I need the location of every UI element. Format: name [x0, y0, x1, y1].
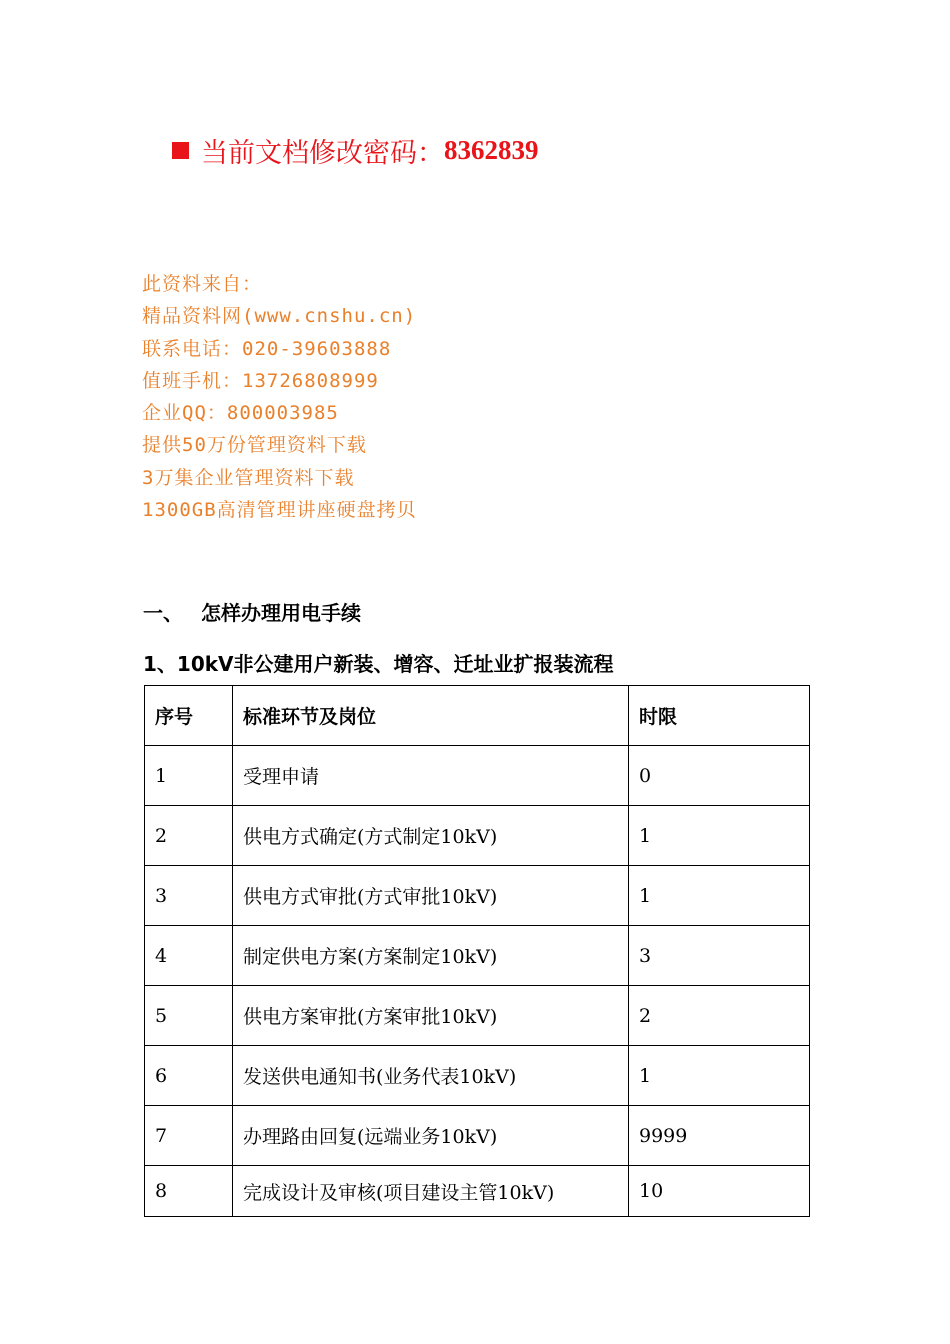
cell-time-limit: 0	[629, 746, 810, 806]
cell-seq: 6	[145, 1046, 233, 1106]
source-line: 1300GB高清管理讲座硬盘拷贝	[142, 499, 417, 522]
process-table	[144, 685, 810, 1217]
table-row	[145, 1046, 810, 1106]
section-number: 一、	[143, 601, 183, 625]
source-line: 此资料来自：	[142, 273, 263, 295]
cell-seq: 8	[145, 1166, 233, 1217]
password-label: 当前文档修改密码：	[201, 137, 444, 169]
cell-seq: 3	[145, 866, 233, 926]
cell-time-limit: 3	[629, 926, 810, 986]
cell-time-limit: 1	[629, 866, 810, 926]
header-time-limit: 时限	[629, 686, 810, 746]
source-info-block	[142, 268, 417, 526]
password-value: 8362839	[444, 134, 539, 165]
section-title: 怎样办理用电手续	[201, 601, 361, 625]
cell-step: 供电方式审批(方式审批10kV)	[233, 866, 629, 926]
section-heading	[143, 597, 361, 626]
subsection-heading: 1、10kV非公建用户新装、增容、迁址业扩报装流程	[143, 652, 614, 676]
table-row	[145, 926, 810, 986]
cell-time-limit: 1	[629, 1046, 810, 1106]
source-line: 精品资料网(www.cnshu.cn)	[142, 305, 417, 328]
cell-step: 供电方式确定(方式制定10kV)	[233, 806, 629, 866]
cell-step: 供电方案审批(方案审批10kV)	[233, 986, 629, 1046]
cell-seq: 5	[145, 986, 233, 1046]
source-line: 值班手机：13726808999	[142, 369, 379, 392]
table-header-row	[145, 686, 810, 746]
source-line: 联系电话：020-39603888	[142, 337, 392, 360]
source-line: 3万集企业管理资料下载	[142, 466, 355, 489]
source-line: 企业QQ：800003985	[142, 402, 339, 425]
cell-step: 发送供电通知书(业务代表10kV)	[233, 1046, 629, 1106]
header-seq: 序号	[145, 686, 233, 746]
password-notice	[172, 130, 539, 170]
red-square-icon	[172, 142, 189, 159]
table-row	[145, 806, 810, 866]
table-row	[145, 986, 810, 1046]
table-row	[145, 866, 810, 926]
cell-time-limit: 1	[629, 806, 810, 866]
cell-step: 制定供电方案(方案制定10kV)	[233, 926, 629, 986]
cell-seq: 2	[145, 806, 233, 866]
cell-time-limit: 2	[629, 986, 810, 1046]
cell-time-limit: 10	[629, 1166, 810, 1217]
cell-step: 办理路由回复(远端业务10kV)	[233, 1106, 629, 1166]
cell-step: 完成设计及审核(项目建设主管10kV)	[233, 1166, 629, 1217]
cell-seq: 7	[145, 1106, 233, 1166]
cell-step: 受理申请	[233, 746, 629, 806]
header-step: 标准环节及岗位	[233, 686, 629, 746]
source-line: 提供50万份管理资料下载	[142, 434, 367, 457]
cell-time-limit: 9999	[629, 1106, 810, 1166]
cell-seq: 1	[145, 746, 233, 806]
table-row	[145, 1106, 810, 1166]
cell-seq: 4	[145, 926, 233, 986]
table-row	[145, 746, 810, 806]
table-row	[145, 1166, 810, 1217]
